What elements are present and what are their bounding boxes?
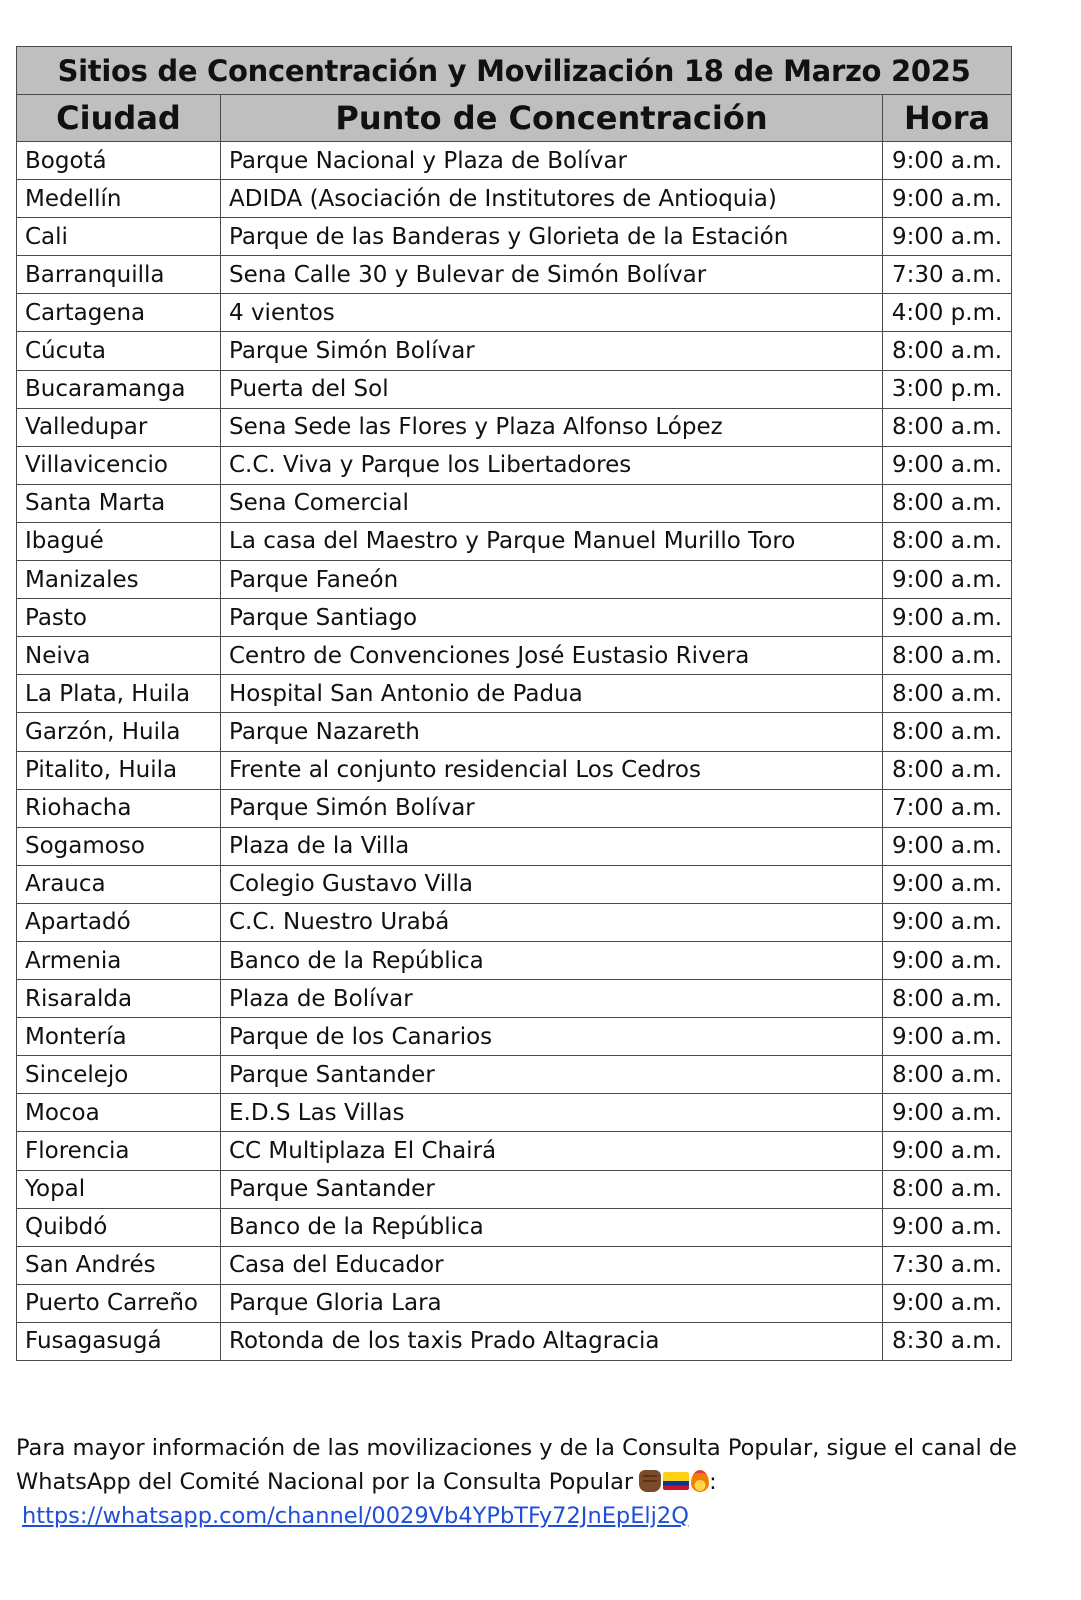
table-row — [17, 980, 1012, 1018]
cell-punto: Parque Simón Bolívar — [221, 789, 883, 827]
cell-hora: 9:00 a.m. — [883, 599, 1012, 637]
cell-hora: 9:00 a.m. — [883, 1208, 1012, 1246]
table-row — [17, 294, 1012, 332]
table-row — [17, 827, 1012, 865]
cell-hora: 9:00 a.m. — [883, 1094, 1012, 1132]
footer-line-1: Para mayor información de las movilizaciones y de la Consulta Popular, sigue el canal de — [16, 1435, 1018, 1461]
cell-hora: 9:00 a.m. — [883, 941, 1012, 979]
cell-punto: Plaza de Bolívar — [221, 980, 883, 1018]
cell-hora: 9:00 a.m. — [883, 142, 1012, 180]
cell-ciudad: Sincelejo — [17, 1056, 221, 1094]
cell-ciudad: Apartadó — [17, 903, 221, 941]
table-row — [17, 1170, 1012, 1208]
table-row — [17, 903, 1012, 941]
cell-punto: Banco de la República — [221, 1208, 883, 1246]
cell-hora: 9:00 a.m. — [883, 865, 1012, 903]
cell-ciudad: Arauca — [17, 865, 221, 903]
cell-punto: Parque de las Banderas y Glorieta de la Estación — [221, 218, 883, 256]
cell-hora: 9:00 a.m. — [883, 218, 1012, 256]
table-row — [17, 751, 1012, 789]
cell-punto: C.C. Viva y Parque los Libertadores — [221, 446, 883, 484]
cell-ciudad: Garzón, Huila — [17, 713, 221, 751]
cell-ciudad: Santa Marta — [17, 484, 221, 522]
table-row — [17, 865, 1012, 903]
cell-hora: 9:00 a.m. — [883, 561, 1012, 599]
table-row — [17, 1056, 1012, 1094]
cell-punto: Parque Santander — [221, 1056, 883, 1094]
cell-ciudad: Pitalito, Huila — [17, 751, 221, 789]
cell-ciudad: Ibagué — [17, 522, 221, 560]
cell-punto: Frente al conjunto residencial Los Cedros — [221, 751, 883, 789]
cell-ciudad: Neiva — [17, 637, 221, 675]
cell-hora: 8:30 a.m. — [883, 1322, 1012, 1360]
cell-punto: Hospital San Antonio de Padua — [221, 675, 883, 713]
cell-punto: Banco de la República — [221, 941, 883, 979]
footer-note — [16, 1431, 1066, 1533]
cell-ciudad: San Andrés — [17, 1246, 221, 1284]
fire-icon — [691, 1470, 709, 1492]
cell-hora: 9:00 a.m. — [883, 1018, 1012, 1056]
cell-ciudad: Bogotá — [17, 142, 221, 180]
table-row — [17, 1208, 1012, 1246]
cell-ciudad: Bucaramanga — [17, 370, 221, 408]
cell-hora: 8:00 a.m. — [883, 675, 1012, 713]
cell-ciudad: Yopal — [17, 1170, 221, 1208]
cell-hora: 8:00 a.m. — [883, 332, 1012, 370]
cell-punto: E.D.S Las Villas — [221, 1094, 883, 1132]
cell-ciudad: Montería — [17, 1018, 221, 1056]
cell-hora: 9:00 a.m. — [883, 827, 1012, 865]
cell-hora: 9:00 a.m. — [883, 446, 1012, 484]
column-header-hora: Hora — [883, 95, 1012, 142]
table-row — [17, 675, 1012, 713]
cell-ciudad: Barranquilla — [17, 256, 221, 294]
cell-ciudad: Quibdó — [17, 1208, 221, 1246]
table-row — [17, 1018, 1012, 1056]
column-header-ciudad: Ciudad — [17, 95, 221, 142]
cell-punto: C.C. Nuestro Urabá — [221, 903, 883, 941]
cell-ciudad: Mocoa — [17, 1094, 221, 1132]
cell-hora: 9:00 a.m. — [883, 1284, 1012, 1322]
cell-punto: Colegio Gustavo Villa — [221, 865, 883, 903]
cell-punto: Parque de los Canarios — [221, 1018, 883, 1056]
cell-hora: 8:00 a.m. — [883, 484, 1012, 522]
cell-hora: 7:30 a.m. — [883, 256, 1012, 294]
colombia-flag-icon — [663, 1472, 689, 1490]
cell-punto: ADIDA (Asociación de Institutores de Antioquia) — [221, 180, 883, 218]
table-row — [17, 180, 1012, 218]
cell-punto: Sena Calle 30 y Bulevar de Simón Bolívar — [221, 256, 883, 294]
column-header-punto: Punto de Concentración — [221, 95, 883, 142]
table-row — [17, 142, 1012, 180]
concentration-table — [16, 46, 1012, 1361]
cell-punto: Puerta del Sol — [221, 370, 883, 408]
cell-ciudad: La Plata, Huila — [17, 675, 221, 713]
cell-ciudad: Armenia — [17, 941, 221, 979]
footer-line-2 — [16, 1465, 1066, 1499]
cell-punto: Sena Sede las Flores y Plaza Alfonso López — [221, 408, 883, 446]
cell-ciudad: Cúcuta — [17, 332, 221, 370]
cell-hora: 9:00 a.m. — [883, 903, 1012, 941]
cell-ciudad: Cali — [17, 218, 221, 256]
cell-hora: 8:00 a.m. — [883, 1170, 1012, 1208]
table-row — [17, 713, 1012, 751]
cell-punto: CC Multiplaza El Chairá — [221, 1132, 883, 1170]
cell-hora: 7:30 a.m. — [883, 1246, 1012, 1284]
table-row — [17, 599, 1012, 637]
cell-punto: Parque Santiago — [221, 599, 883, 637]
cell-hora: 4:00 p.m. — [883, 294, 1012, 332]
footer-line-2-suffix: : — [709, 1469, 717, 1495]
cell-hora: 8:00 a.m. — [883, 980, 1012, 1018]
table-row — [17, 941, 1012, 979]
cell-ciudad: Manizales — [17, 561, 221, 599]
cell-punto: Centro de Convenciones José Eustasio Rivera — [221, 637, 883, 675]
cell-hora: 8:00 a.m. — [883, 751, 1012, 789]
whatsapp-channel-link[interactable]: https://whatsapp.com/channel/0029Vb4YPbTFy72JnEpElj2Q — [22, 1503, 689, 1529]
cell-ciudad: Villavicencio — [17, 446, 221, 484]
footer-line-2-text: WhatsApp del Comité Nacional por la Consulta Popular — [16, 1469, 634, 1495]
cell-ciudad: Florencia — [17, 1132, 221, 1170]
table-row — [17, 332, 1012, 370]
table-row — [17, 561, 1012, 599]
cell-punto: 4 vientos — [221, 294, 883, 332]
table-row — [17, 1322, 1012, 1360]
emoji-group — [639, 1470, 709, 1492]
cell-ciudad: Risaralda — [17, 980, 221, 1018]
table-row — [17, 256, 1012, 294]
cell-punto: Sena Comercial — [221, 484, 883, 522]
cell-punto: Parque Faneón — [221, 561, 883, 599]
cell-punto: Plaza de la Villa — [221, 827, 883, 865]
table-body — [17, 142, 1012, 1361]
cell-hora: 8:00 a.m. — [883, 522, 1012, 560]
cell-ciudad: Medellín — [17, 180, 221, 218]
cell-hora: 8:00 a.m. — [883, 713, 1012, 751]
cell-ciudad: Cartagena — [17, 294, 221, 332]
cell-ciudad: Valledupar — [17, 408, 221, 446]
table-row — [17, 408, 1012, 446]
cell-ciudad: Puerto Carreño — [17, 1284, 221, 1322]
table-row — [17, 1246, 1012, 1284]
cell-hora: 3:00 p.m. — [883, 370, 1012, 408]
table-title: Sitios de Concentración y Movilización 18 de Marzo 2025 — [17, 47, 1012, 95]
cell-hora: 8:00 a.m. — [883, 637, 1012, 675]
table-row — [17, 789, 1012, 827]
cell-punto: La casa del Maestro y Parque Manuel Murillo Toro — [221, 522, 883, 560]
cell-hora: 7:00 a.m. — [883, 789, 1012, 827]
table-row — [17, 484, 1012, 522]
raised-fist-icon — [639, 1470, 661, 1492]
cell-punto: Parque Nazareth — [221, 713, 883, 751]
cell-ciudad: Fusagasugá — [17, 1322, 221, 1360]
cell-punto: Parque Nacional y Plaza de Bolívar — [221, 142, 883, 180]
cell-punto: Rotonda de los taxis Prado Altagracia — [221, 1322, 883, 1360]
cell-hora: 9:00 a.m. — [883, 180, 1012, 218]
cell-punto: Parque Santander — [221, 1170, 883, 1208]
table-row — [17, 1094, 1012, 1132]
cell-ciudad: Sogamoso — [17, 827, 221, 865]
cell-ciudad: Riohacha — [17, 789, 221, 827]
cell-hora: 8:00 a.m. — [883, 1056, 1012, 1094]
cell-punto: Parque Gloria Lara — [221, 1284, 883, 1322]
cell-hora: 9:00 a.m. — [883, 1132, 1012, 1170]
table-row — [17, 637, 1012, 675]
cell-punto: Parque Simón Bolívar — [221, 332, 883, 370]
table-row — [17, 522, 1012, 560]
cell-hora: 8:00 a.m. — [883, 408, 1012, 446]
table-row — [17, 218, 1012, 256]
table-row — [17, 1132, 1012, 1170]
table-row — [17, 1284, 1012, 1322]
cell-punto: Casa del Educador — [221, 1246, 883, 1284]
cell-ciudad: Pasto — [17, 599, 221, 637]
table-row — [17, 446, 1012, 484]
table-row — [17, 370, 1012, 408]
